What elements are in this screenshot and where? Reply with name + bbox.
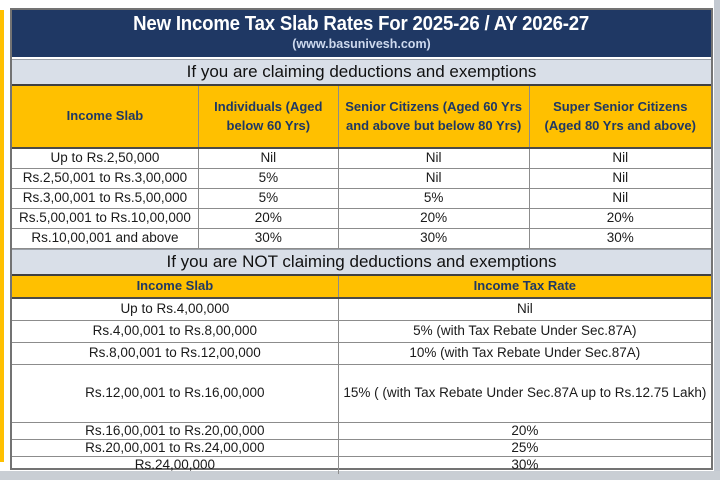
cell-tax-rate: Nil bbox=[529, 169, 711, 188]
page-title: New Income Tax Slab Rates For 2025-26 / AY 2026-27 bbox=[133, 13, 590, 35]
table-row bbox=[12, 343, 711, 365]
cell-tax-rate: 10% (with Tax Rebate Under Sec.87A) bbox=[338, 343, 711, 364]
cell-income-slab: Up to Rs.4,00,000 bbox=[120, 301, 230, 317]
cell-tax-rate: 5% bbox=[338, 189, 529, 208]
cell-tax-rate: 15% ( (with Tax Rebate Under Sec.87A up to Rs.12.75 Lakh) bbox=[338, 365, 711, 422]
column-header-income-tax-rate: Income Tax Rate bbox=[338, 276, 711, 297]
cell-tax-rate: 5% bbox=[198, 189, 338, 208]
section-band-without-deductions: If you are NOT claiming deductions and exemptions bbox=[12, 249, 711, 276]
cell-tax-rate: 30% bbox=[338, 457, 711, 474]
table-without-deductions bbox=[12, 276, 711, 474]
cell-tax-rate: 5% (with Tax Rebate Under Sec.87A) bbox=[338, 321, 711, 342]
cell-income-slab: Rs.24,00,000 bbox=[134, 457, 216, 473]
cell-income-slab: Rs.2,50,001 to Rs.3,00,000 bbox=[22, 170, 188, 186]
left-accent-strip bbox=[0, 10, 4, 462]
tax-slab-table-sheet bbox=[10, 8, 713, 473]
table-row bbox=[12, 229, 711, 249]
cell-tax-rate: Nil bbox=[338, 299, 711, 320]
section-band-with-deductions: If you are claiming deductions and exemptions bbox=[12, 59, 711, 86]
column-header-income-slab: Income Slab bbox=[136, 278, 214, 294]
column-header-individuals: Individuals (Aged below 60 Yrs) bbox=[198, 86, 338, 147]
cell-income-slab: Rs.5,00,001 to Rs.10,00,000 bbox=[19, 210, 191, 226]
cell-income-slab: Rs.20,00,001 to Rs.24,00,000 bbox=[85, 439, 265, 455]
cell-tax-rate: Nil bbox=[529, 189, 711, 208]
cell-income-slab: Rs.4,00,001 to Rs.8,00,000 bbox=[92, 323, 258, 339]
cell-income-slab: Rs.10,00,001 and above bbox=[31, 230, 179, 246]
table-row bbox=[12, 299, 711, 321]
column-header-super-senior-citizens: Super Senior Citizens (Aged 80 Yrs and above) bbox=[529, 86, 711, 147]
table-row bbox=[12, 440, 711, 457]
table-row bbox=[12, 321, 711, 343]
table-header-row bbox=[12, 86, 711, 149]
website-credit: (www.basunivesh.com) bbox=[292, 37, 431, 51]
cell-income-slab: Rs.3,00,001 to Rs.5,00,000 bbox=[22, 190, 188, 206]
cell-tax-rate: 20% bbox=[198, 209, 338, 228]
table-row bbox=[12, 149, 711, 169]
table-with-deductions bbox=[12, 86, 711, 249]
column-header-senior-citizens: Senior Citizens (Aged 60 Yrs and above but below 80 Yrs) bbox=[338, 86, 529, 147]
cell-tax-rate: 5% bbox=[198, 169, 338, 188]
table-row bbox=[12, 365, 711, 423]
cell-income-slab: Up to Rs.2,50,000 bbox=[50, 150, 160, 166]
cell-tax-rate: Nil bbox=[198, 149, 338, 168]
cell-tax-rate: 20% bbox=[338, 423, 711, 439]
cell-tax-rate: Nil bbox=[338, 149, 529, 168]
cell-tax-rate: Nil bbox=[529, 149, 711, 168]
right-edge-shadow bbox=[714, 0, 720, 480]
table-row bbox=[12, 189, 711, 209]
cell-income-slab: Rs.12,00,001 to Rs.16,00,000 bbox=[85, 385, 265, 401]
table-row bbox=[12, 169, 711, 189]
cell-tax-rate: 20% bbox=[338, 209, 529, 228]
cell-tax-rate: 30% bbox=[529, 229, 711, 248]
cell-income-slab: Rs.16,00,001 to Rs.20,00,000 bbox=[85, 422, 265, 438]
cell-tax-rate: 30% bbox=[198, 229, 338, 248]
column-header-income-slab: Income Slab bbox=[66, 108, 144, 124]
table-row bbox=[12, 209, 711, 229]
cell-tax-rate: 25% bbox=[338, 440, 711, 456]
table-row bbox=[12, 457, 711, 474]
title-bar bbox=[12, 10, 711, 59]
cell-tax-rate: Nil bbox=[338, 169, 529, 188]
table-row bbox=[12, 423, 711, 440]
cell-tax-rate: 20% bbox=[529, 209, 711, 228]
table-header-row bbox=[12, 276, 711, 299]
cell-income-slab: Rs.8,00,001 to Rs.12,00,000 bbox=[88, 345, 261, 361]
cell-tax-rate: 30% bbox=[338, 229, 529, 248]
